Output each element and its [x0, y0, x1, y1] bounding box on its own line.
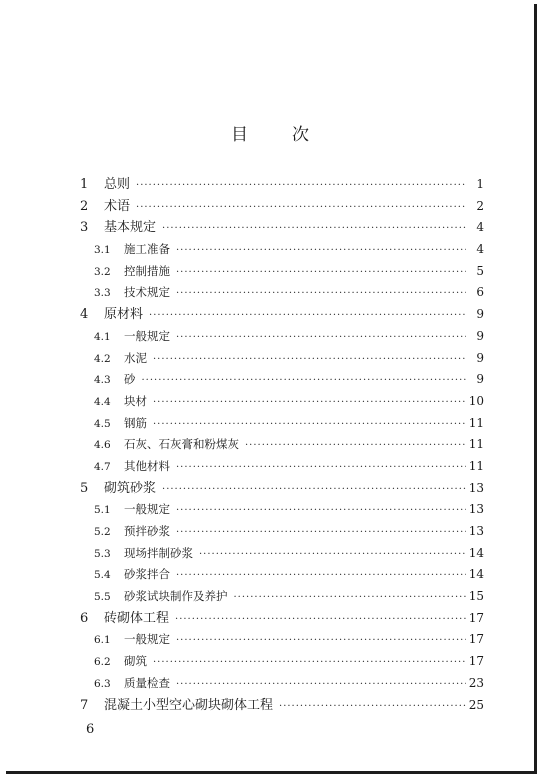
toc-entry-page: 11: [468, 458, 484, 473]
document-page: [6, 4, 537, 774]
toc-entry-page: 15: [468, 589, 484, 604]
table-of-contents: [76, 174, 484, 716]
toc-dot-leader: [176, 262, 466, 284]
toc-entry-number: 3: [80, 220, 89, 236]
toc-dot-leader: [176, 240, 466, 262]
toc-entry-title: 基本规定: [104, 220, 157, 236]
toc-dot-leader: [162, 218, 466, 240]
toc-section-entry[interactable]: [76, 673, 484, 695]
toc-entry-title: 砂浆试块制作及养护: [124, 589, 228, 604]
toc-chapter-entry[interactable]: [76, 217, 484, 239]
toc-dot-leader: [199, 544, 466, 566]
toc-entry-title: 施工准备: [124, 242, 170, 257]
toc-entry-number: 3.2: [94, 265, 111, 278]
toc-entry-title: 块材: [124, 393, 147, 408]
toc-dot-leader: [153, 392, 466, 414]
toc-entry-page: 4: [476, 220, 484, 235]
toc-dot-leader: [176, 522, 466, 544]
toc-dot-leader: [176, 674, 466, 696]
toc-entry-number: 6.1: [94, 634, 111, 647]
toc-entry-title: 水泥: [124, 350, 147, 365]
toc-section-entry[interactable]: [76, 586, 484, 608]
toc-entry-page: 9: [476, 307, 484, 322]
toc-entry-title: 质量检查: [124, 675, 170, 690]
toc-chapter-entry[interactable]: [76, 608, 484, 630]
toc-entry-page: 14: [468, 567, 484, 582]
toc-entry-page: 17: [468, 610, 484, 625]
toc-chapter-entry[interactable]: [76, 196, 484, 218]
toc-entry-title: 砂: [124, 372, 136, 387]
toc-entry-page: 13: [468, 524, 484, 538]
toc-section-entry[interactable]: [76, 521, 484, 543]
toc-entry-page: 17: [468, 632, 484, 647]
toc-dot-leader: [176, 457, 466, 479]
toc-entry-title: 预拌砂浆: [124, 524, 170, 538]
toc-section-entry[interactable]: [76, 282, 484, 304]
toc-heading: [6, 120, 534, 145]
toc-dot-leader: [175, 609, 466, 631]
toc-dot-leader: [153, 414, 466, 436]
toc-section-entry[interactable]: [76, 499, 484, 521]
toc-entry-number: 3.1: [94, 244, 111, 257]
toc-dot-leader: [142, 370, 467, 392]
toc-entry-title: 砂浆拌合: [124, 567, 170, 582]
toc-dot-leader: [162, 479, 466, 501]
toc-entry-page: 10: [468, 393, 484, 408]
toc-entry-page: 25: [468, 697, 484, 712]
toc-dot-leader: [176, 283, 466, 305]
toc-entry-number: 6.3: [94, 677, 111, 690]
toc-entry-page: 2: [476, 198, 484, 213]
toc-dot-leader: [136, 197, 466, 219]
toc-dot-leader: [149, 305, 466, 327]
toc-entry-number: 7: [80, 697, 89, 713]
toc-entry-title: 一般规定: [124, 502, 170, 517]
toc-section-entry[interactable]: [76, 261, 484, 283]
toc-entry-number: 4.3: [94, 374, 111, 387]
toc-entry-page: 4: [476, 242, 484, 257]
toc-dot-leader: [176, 630, 466, 652]
toc-section-entry[interactable]: [76, 564, 484, 586]
toc-section-entry[interactable]: [76, 391, 484, 413]
toc-dot-leader: [176, 327, 466, 349]
toc-dot-leader: [136, 175, 466, 197]
toc-dot-leader: [153, 349, 466, 371]
toc-entry-number: 5.4: [94, 569, 111, 582]
toc-section-entry[interactable]: [76, 543, 484, 565]
toc-entry-title: 砖砌体工程: [104, 610, 170, 626]
toc-entry-page: 9: [476, 372, 484, 387]
toc-dot-leader: [245, 435, 466, 457]
toc-dot-leader: [176, 500, 466, 522]
toc-entry-page: 9: [476, 328, 484, 343]
toc-entry-page: 9: [476, 350, 484, 365]
toc-section-entry[interactable]: [76, 413, 484, 435]
toc-section-entry[interactable]: [76, 369, 484, 391]
toc-section-entry[interactable]: [76, 651, 484, 673]
toc-entry-title: 其他材料: [124, 458, 170, 473]
toc-chapter-entry[interactable]: [76, 174, 484, 196]
toc-entry-title: 砌筑砂浆: [104, 480, 157, 496]
toc-dot-leader: [279, 696, 466, 718]
toc-entry-number: 4.4: [94, 395, 111, 408]
toc-entry-number: 6.2: [94, 656, 111, 669]
toc-entry-title: 术语: [104, 198, 131, 214]
toc-section-entry[interactable]: [76, 326, 484, 348]
toc-chapter-entry[interactable]: [76, 304, 484, 326]
toc-entry-title: 总则: [104, 177, 131, 192]
toc-entry-number: 4.2: [94, 352, 111, 365]
toc-entry-title: 原材料: [104, 307, 144, 323]
toc-entry-page: 5: [476, 263, 484, 278]
toc-dot-leader: [176, 565, 466, 587]
toc-entry-page: 17: [468, 654, 484, 669]
toc-entry-number: 5.5: [94, 591, 111, 604]
toc-section-entry[interactable]: [76, 348, 484, 370]
toc-entry-page: 11: [468, 415, 484, 430]
toc-entry-number: 6: [80, 610, 89, 626]
toc-entry-title: 控制措施: [124, 263, 170, 278]
toc-entry-title: 现场拌制砂浆: [124, 545, 193, 560]
toc-entry-number: 4.6: [94, 439, 111, 452]
toc-entry-page: 23: [468, 675, 484, 690]
toc-entry-number: 4: [80, 307, 89, 323]
toc-entry-title: 砌筑: [124, 654, 147, 669]
toc-entry-title: 钢筋: [124, 415, 147, 430]
page-number: 6: [86, 722, 95, 737]
toc-entry-number: 3.3: [94, 287, 111, 300]
toc-entry-number: 4.5: [94, 417, 111, 430]
toc-entry-page: 13: [468, 502, 484, 517]
toc-entry-number: 2: [80, 198, 89, 214]
toc-entry-page: 14: [468, 545, 484, 560]
toc-entry-number: 4.7: [94, 460, 111, 473]
toc-entry-title: 石灰、石灰膏和粉煤灰: [124, 437, 239, 452]
toc-heading-first-char: 目: [231, 125, 248, 145]
toc-entry-title: 一般规定: [124, 328, 170, 343]
toc-entry-number: 5.1: [94, 504, 111, 517]
toc-entry-page: 13: [468, 480, 484, 495]
toc-entry-page: 1: [476, 177, 484, 191]
toc-entry-number: 5: [80, 480, 89, 496]
toc-entry-page: 6: [476, 285, 484, 300]
toc-entry-number: 4.1: [94, 330, 111, 343]
toc-chapter-entry[interactable]: [76, 695, 484, 717]
toc-entry-number: 5.3: [94, 547, 111, 560]
toc-section-entry[interactable]: [76, 456, 484, 478]
toc-entry-page: 11: [468, 437, 484, 452]
toc-section-entry[interactable]: [76, 434, 484, 456]
toc-entry-number: 1: [80, 177, 89, 192]
toc-entry-title: 技术规定: [124, 285, 170, 300]
toc-entry-title: 混凝土小型空心砌块砌体工程: [104, 697, 274, 713]
toc-section-entry[interactable]: [76, 239, 484, 261]
toc-entry-number: 5.2: [94, 526, 111, 538]
toc-section-entry[interactable]: [76, 629, 484, 651]
toc-dot-leader: [234, 587, 467, 609]
toc-entry-title: 一般规定: [124, 632, 170, 647]
toc-chapter-entry[interactable]: [76, 478, 484, 500]
toc-dot-leader: [153, 652, 466, 674]
toc-heading-second-char: 次: [292, 125, 309, 145]
